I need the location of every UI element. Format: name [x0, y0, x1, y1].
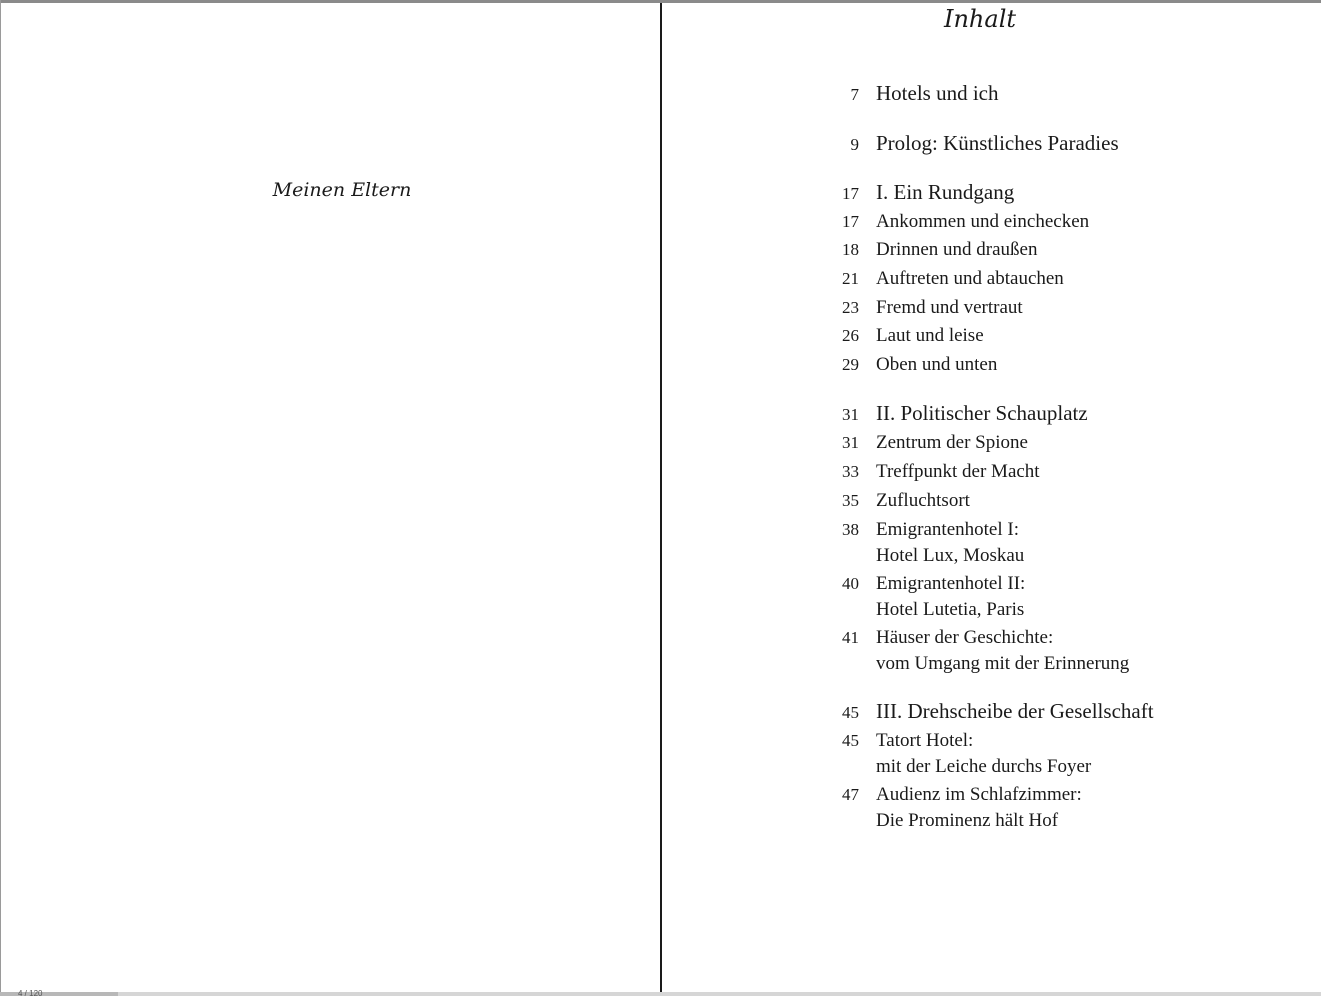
toc-page-number: 7 [850, 85, 859, 104]
toc-title-line: mit der Leiche durchs Foyer [876, 756, 1092, 777]
toc-title-line: Treffpunkt der Macht [876, 461, 1040, 482]
toc-title-line: II. Politischer Schauplatz [876, 401, 1088, 425]
page-indicator: 4 / 120 [18, 989, 43, 998]
toc-entry-title [876, 266, 1256, 292]
toc-title-line: Fremd und vertraut [876, 297, 1023, 318]
toc-entry-title [876, 131, 1256, 156]
toc-page-number: 21 [842, 269, 859, 288]
toc-page-number: 23 [842, 298, 859, 317]
toc-page-number: 45 [842, 703, 859, 722]
toc-page-number: 38 [842, 520, 859, 539]
toc-title-line: Tatort Hotel: [876, 730, 974, 751]
toc-page-number: 17 [842, 212, 859, 231]
toc-entry-title [876, 237, 1256, 263]
toc-entry-title [876, 430, 1256, 456]
toc-page-number: 31 [842, 433, 859, 452]
toc-title-line: Audienz im Schlafzimmer: [876, 784, 1082, 805]
toc-entry-title [876, 782, 1256, 834]
toc-entry-title [876, 401, 1256, 426]
toc-page-number: 26 [842, 326, 859, 345]
toc-title-line: Häuser der Geschichte: [876, 627, 1054, 648]
toc-entry-title [876, 728, 1256, 780]
toc-title-line: Hotels und ich [876, 81, 999, 105]
left-page [1, 3, 660, 992]
toc-page-number: 9 [850, 135, 859, 154]
toc-title-line: Die Prominenz hält Hof [876, 810, 1059, 831]
dedication-text: Meinen Eltern [272, 179, 412, 201]
toc-entry-title [876, 459, 1256, 485]
toc-page-number: 29 [842, 355, 859, 374]
toc-entry-title [876, 625, 1256, 677]
right-page [662, 3, 1321, 992]
toc-title-line: I. Ein Rundgang [876, 180, 1015, 204]
toc-title-line: Emigrantenhotel II: [876, 573, 1026, 594]
toc-page-number: 47 [842, 785, 859, 804]
toc-title-line: Zentrum der Spione [876, 432, 1028, 453]
toc-entry-title [876, 571, 1256, 623]
toc-title: Inhalt [943, 5, 1017, 33]
toc-title-line: Prolog: Künstliches Paradies [876, 131, 1119, 155]
toc-page-number: 45 [842, 731, 859, 750]
toc-title-line: vom Umgang mit der Erinnerung [876, 653, 1130, 674]
toc-title-line: Auftreten und abtauchen [876, 268, 1064, 289]
toc-entry-title [876, 323, 1256, 349]
toc-entry-title [876, 352, 1256, 378]
toc-page-number: 31 [842, 405, 859, 424]
toc-title-line: Drinnen und draußen [876, 239, 1038, 260]
toc-title-line: Emigrantenhotel I: [876, 519, 1019, 540]
toc-entry-title [876, 699, 1256, 724]
toc-page-number: 17 [842, 184, 859, 203]
toc-entry-title [876, 488, 1256, 514]
toc-entry-title [876, 517, 1256, 569]
toc-page-number: 40 [842, 574, 859, 593]
toc-entry-title [876, 209, 1256, 235]
toc-title-line: Laut und leise [876, 325, 984, 346]
toc-entry-title [876, 295, 1256, 321]
toc-page-number: 41 [842, 628, 859, 647]
toc-title-line: Ankommen und einchecken [876, 211, 1090, 232]
toc-entry-title [876, 81, 1256, 106]
toc-title-line: Hotel Lux, Moskau [876, 545, 1025, 566]
toc-title-line: Hotel Lutetia, Paris [876, 599, 1025, 620]
toc-title-line: III. Drehscheibe der Gesellschaft [876, 699, 1154, 723]
toc-title-line: Oben und unten [876, 354, 998, 375]
toc-entry-title [876, 180, 1256, 205]
toc-title-line: Zufluchtsort [876, 490, 970, 511]
toc-page-number: 33 [842, 462, 859, 481]
toc-page-number: 35 [842, 491, 859, 510]
toc-page-number: 18 [842, 240, 859, 259]
